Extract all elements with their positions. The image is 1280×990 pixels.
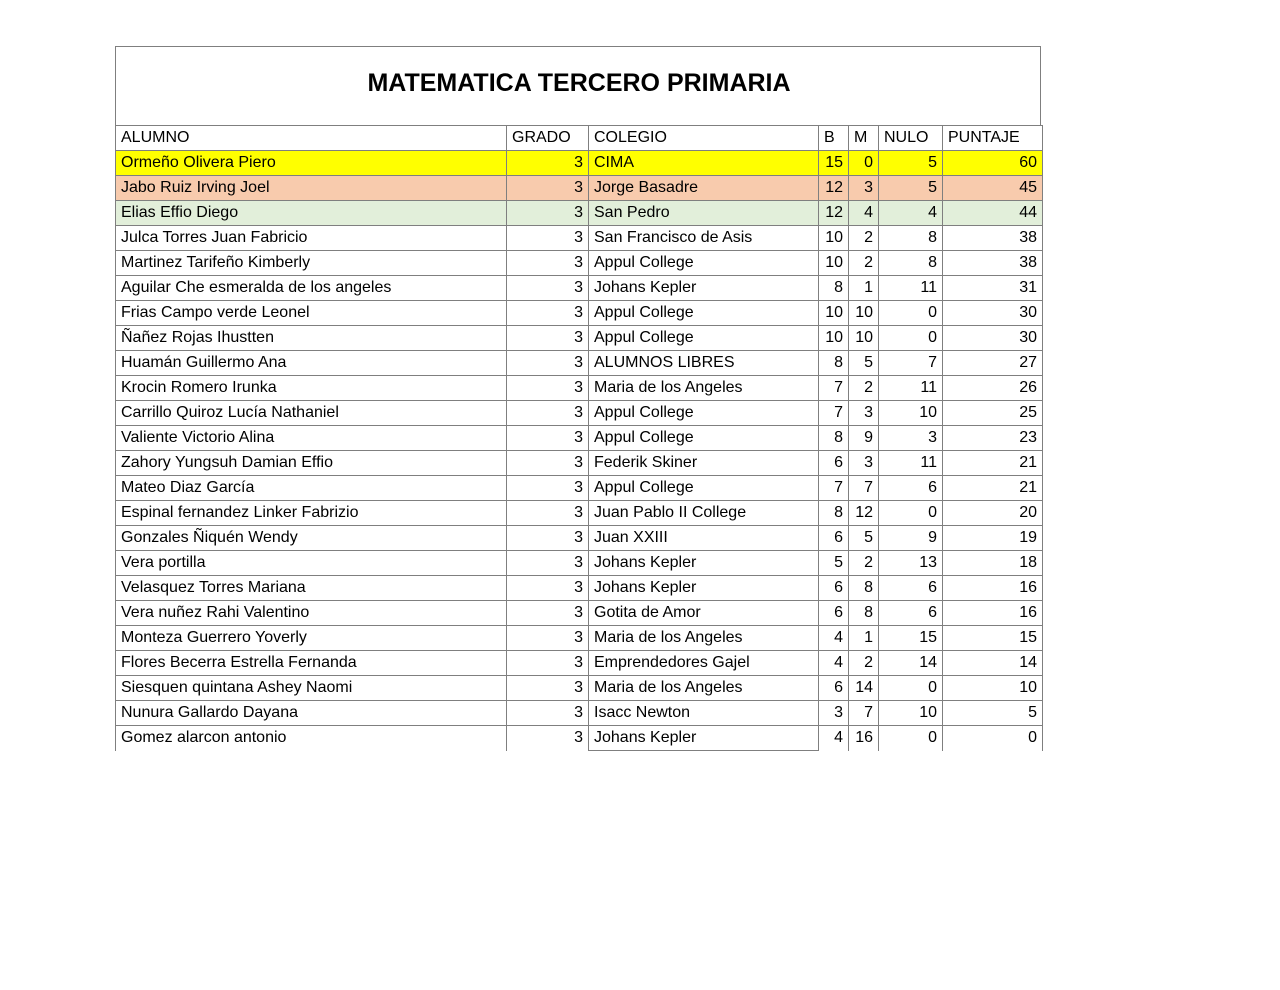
cell-m: 2	[849, 226, 879, 251]
cell-b: 6	[819, 676, 849, 701]
table-row	[116, 676, 1043, 701]
cell-colegio: ALUMNOS LIBRES	[589, 351, 819, 376]
cell-alumno: Ñañez Rojas Ihustten	[116, 326, 507, 351]
table-row	[116, 526, 1043, 551]
cell-colegio: Appul College	[589, 426, 819, 451]
table-row	[116, 501, 1043, 526]
cell-m: 10	[849, 326, 879, 351]
cell-colegio: Johans Kepler	[589, 576, 819, 601]
cell-grado: 3	[507, 201, 589, 226]
cell-nulo: 0	[879, 301, 943, 326]
table-row	[116, 151, 1043, 176]
cell-puntaje: 21	[943, 476, 1043, 501]
cell-m: 3	[849, 451, 879, 476]
cell-colegio: Emprendedores Gajel	[589, 651, 819, 676]
cell-nulo: 0	[879, 676, 943, 701]
cell-m: 2	[849, 251, 879, 276]
cell-nulo: 10	[879, 401, 943, 426]
cell-colegio: Isacc Newton	[589, 701, 819, 726]
cell-alumno: Flores Becerra Estrella Fernanda	[116, 651, 507, 676]
cell-grado: 3	[507, 601, 589, 626]
cell-grado: 3	[507, 326, 589, 351]
cell-alumno: Julca Torres Juan Fabricio	[116, 226, 507, 251]
cell-grado: 3	[507, 626, 589, 651]
cell-alumno: Nunura Gallardo Dayana	[116, 701, 507, 726]
cell-colegio: Juan Pablo II College	[589, 501, 819, 526]
cell-puntaje: 21	[943, 451, 1043, 476]
cell-b: 7	[819, 376, 849, 401]
header-b: B	[819, 126, 849, 151]
header-colegio: COLEGIO	[589, 126, 819, 151]
cell-colegio: Juan XXIII	[589, 526, 819, 551]
cell-colegio: Maria de los Angeles	[589, 676, 819, 701]
cell-puntaje: 26	[943, 376, 1043, 401]
cell-m: 3	[849, 176, 879, 201]
header-nulo: NULO	[879, 126, 943, 151]
table-row	[116, 301, 1043, 326]
cell-alumno: Gomez alarcon antonio	[116, 726, 507, 751]
cell-grado: 3	[507, 651, 589, 676]
table-row	[116, 726, 1043, 751]
cell-colegio: Appul College	[589, 401, 819, 426]
cell-b: 8	[819, 276, 849, 301]
table-row	[116, 326, 1043, 351]
cell-puntaje: 23	[943, 426, 1043, 451]
cell-grado: 3	[507, 276, 589, 301]
table-row	[116, 551, 1043, 576]
cell-puntaje: 25	[943, 401, 1043, 426]
header-row	[116, 126, 1043, 151]
cell-m: 9	[849, 426, 879, 451]
cell-m: 5	[849, 351, 879, 376]
cell-b: 10	[819, 326, 849, 351]
cell-puntaje: 45	[943, 176, 1043, 201]
cell-grado: 3	[507, 226, 589, 251]
cell-m: 8	[849, 576, 879, 601]
cell-b: 15	[819, 151, 849, 176]
cell-colegio: San Francisco de Asis	[589, 226, 819, 251]
cell-grado: 3	[507, 701, 589, 726]
cell-puntaje: 38	[943, 251, 1043, 276]
table-row	[116, 376, 1043, 401]
cell-colegio: Federik Skiner	[589, 451, 819, 476]
cell-alumno: Velasquez Torres Mariana	[116, 576, 507, 601]
header-grado: GRADO	[507, 126, 589, 151]
cell-puntaje: 18	[943, 551, 1043, 576]
cell-alumno: Frias Campo verde Leonel	[116, 301, 507, 326]
cell-m: 7	[849, 701, 879, 726]
header-puntaje: PUNTAJE	[943, 126, 1043, 151]
cell-alumno: Elias Effio Diego	[116, 201, 507, 226]
cell-grado: 3	[507, 401, 589, 426]
cell-m: 4	[849, 201, 879, 226]
cell-nulo: 7	[879, 351, 943, 376]
cell-nulo: 15	[879, 626, 943, 651]
cell-m: 7	[849, 476, 879, 501]
cell-b: 12	[819, 201, 849, 226]
cell-colegio: Appul College	[589, 251, 819, 276]
table-row	[116, 251, 1043, 276]
cell-puntaje: 20	[943, 501, 1043, 526]
cell-m: 16	[849, 726, 879, 751]
table-body	[116, 151, 1043, 751]
cell-nulo: 9	[879, 526, 943, 551]
cell-colegio: Jorge Basadre	[589, 176, 819, 201]
cell-alumno: Carrillo Quiroz Lucía Nathaniel	[116, 401, 507, 426]
cell-grado: 3	[507, 551, 589, 576]
cell-grado: 3	[507, 526, 589, 551]
cell-b: 4	[819, 626, 849, 651]
cell-b: 10	[819, 301, 849, 326]
cell-b: 10	[819, 251, 849, 276]
cell-alumno: Vera portilla	[116, 551, 507, 576]
table-row	[116, 476, 1043, 501]
table-row	[116, 576, 1043, 601]
cell-nulo: 0	[879, 726, 943, 751]
table-row	[116, 401, 1043, 426]
table-row	[116, 426, 1043, 451]
cell-nulo: 13	[879, 551, 943, 576]
cell-grado: 3	[507, 301, 589, 326]
table-row	[116, 276, 1043, 301]
cell-m: 2	[849, 376, 879, 401]
cell-puntaje: 30	[943, 301, 1043, 326]
cell-puntaje: 15	[943, 626, 1043, 651]
cell-alumno: Monteza Guerrero Yoverly	[116, 626, 507, 651]
cell-nulo: 10	[879, 701, 943, 726]
title-cell	[115, 46, 1041, 125]
cell-grado: 3	[507, 476, 589, 501]
cell-nulo: 5	[879, 151, 943, 176]
cell-m: 1	[849, 626, 879, 651]
cell-alumno: Mateo Diaz García	[116, 476, 507, 501]
cell-colegio: Maria de los Angeles	[589, 626, 819, 651]
cell-puntaje: 5	[943, 701, 1043, 726]
cell-b: 3	[819, 701, 849, 726]
cell-nulo: 8	[879, 251, 943, 276]
table-row	[116, 626, 1043, 651]
cell-nulo: 11	[879, 276, 943, 301]
table-row	[116, 601, 1043, 626]
cell-b: 12	[819, 176, 849, 201]
cell-nulo: 0	[879, 326, 943, 351]
cell-m: 3	[849, 401, 879, 426]
cell-puntaje: 10	[943, 676, 1043, 701]
cell-alumno: Valiente Victorio Alina	[116, 426, 507, 451]
cell-nulo: 14	[879, 651, 943, 676]
cell-b: 6	[819, 526, 849, 551]
table-row	[116, 201, 1043, 226]
results-table	[115, 125, 1043, 751]
cell-b: 8	[819, 426, 849, 451]
cell-grado: 3	[507, 376, 589, 401]
cell-b: 7	[819, 476, 849, 501]
cell-nulo: 6	[879, 576, 943, 601]
cell-nulo: 6	[879, 476, 943, 501]
cell-puntaje: 30	[943, 326, 1043, 351]
table-row	[116, 176, 1043, 201]
cell-b: 4	[819, 651, 849, 676]
cell-m: 0	[849, 151, 879, 176]
cell-colegio: Johans Kepler	[589, 726, 819, 751]
cell-b: 8	[819, 501, 849, 526]
cell-alumno: Huamán Guillermo Ana	[116, 351, 507, 376]
cell-nulo: 4	[879, 201, 943, 226]
cell-puntaje: 19	[943, 526, 1043, 551]
sheet-title: MATEMATICA TERCERO PRIMARIA	[367, 69, 791, 97]
cell-grado: 3	[507, 251, 589, 276]
cell-m: 2	[849, 651, 879, 676]
cell-b: 5	[819, 551, 849, 576]
table-row	[116, 351, 1043, 376]
cell-alumno: Martinez Tarifeño Kimberly	[116, 251, 507, 276]
cell-nulo: 6	[879, 601, 943, 626]
cell-b: 10	[819, 226, 849, 251]
cell-colegio: Appul College	[589, 476, 819, 501]
cell-puntaje: 27	[943, 351, 1043, 376]
cell-m: 14	[849, 676, 879, 701]
cell-colegio: Johans Kepler	[589, 551, 819, 576]
cell-puntaje: 38	[943, 226, 1043, 251]
cell-b: 6	[819, 601, 849, 626]
cell-grado: 3	[507, 426, 589, 451]
cell-alumno: Ormeño Olivera Piero	[116, 151, 507, 176]
cell-m: 8	[849, 601, 879, 626]
cell-b: 4	[819, 726, 849, 751]
cell-b: 6	[819, 576, 849, 601]
cell-colegio: San Pedro	[589, 201, 819, 226]
cell-colegio: Appul College	[589, 326, 819, 351]
cell-puntaje: 31	[943, 276, 1043, 301]
cell-alumno: Aguilar Che esmeralda de los angeles	[116, 276, 507, 301]
table-row	[116, 651, 1043, 676]
table-row	[116, 451, 1043, 476]
cell-nulo: 3	[879, 426, 943, 451]
cell-puntaje: 0	[943, 726, 1043, 751]
cell-grado: 3	[507, 176, 589, 201]
cell-m: 12	[849, 501, 879, 526]
cell-alumno: Gonzales Ñiquén Wendy	[116, 526, 507, 551]
cell-b: 8	[819, 351, 849, 376]
cell-grado: 3	[507, 501, 589, 526]
cell-puntaje: 16	[943, 576, 1043, 601]
table-row	[116, 226, 1043, 251]
cell-grado: 3	[507, 676, 589, 701]
cell-grado: 3	[507, 351, 589, 376]
cell-colegio: Maria de los Angeles	[589, 376, 819, 401]
table-row	[116, 701, 1043, 726]
cell-alumno: Siesquen quintana Ashey Naomi	[116, 676, 507, 701]
cell-nulo: 11	[879, 451, 943, 476]
cell-alumno: Espinal fernandez Linker Fabrizio	[116, 501, 507, 526]
cell-puntaje: 16	[943, 601, 1043, 626]
cell-colegio: Appul College	[589, 301, 819, 326]
cell-colegio: Johans Kepler	[589, 276, 819, 301]
cell-grado: 3	[507, 576, 589, 601]
cell-nulo: 0	[879, 501, 943, 526]
cell-nulo: 8	[879, 226, 943, 251]
cell-puntaje: 14	[943, 651, 1043, 676]
cell-m: 1	[849, 276, 879, 301]
cell-alumno: Zahory Yungsuh Damian Effio	[116, 451, 507, 476]
header-m: M	[849, 126, 879, 151]
cell-grado: 3	[507, 151, 589, 176]
cell-puntaje: 44	[943, 201, 1043, 226]
cell-grado: 3	[507, 451, 589, 476]
cell-nulo: 11	[879, 376, 943, 401]
cell-colegio: Gotita de Amor	[589, 601, 819, 626]
cell-m: 10	[849, 301, 879, 326]
cell-nulo: 5	[879, 176, 943, 201]
score-sheet	[115, 46, 1042, 751]
cell-puntaje: 60	[943, 151, 1043, 176]
cell-m: 5	[849, 526, 879, 551]
cell-grado: 3	[507, 726, 589, 751]
cell-m: 2	[849, 551, 879, 576]
header-alumno: ALUMNO	[116, 126, 507, 151]
cell-colegio: CIMA	[589, 151, 819, 176]
cell-b: 7	[819, 401, 849, 426]
cell-alumno: Jabo Ruiz Irving Joel	[116, 176, 507, 201]
cell-alumno: Krocin Romero Irunka	[116, 376, 507, 401]
cell-alumno: Vera nuñez Rahi Valentino	[116, 601, 507, 626]
cell-b: 6	[819, 451, 849, 476]
